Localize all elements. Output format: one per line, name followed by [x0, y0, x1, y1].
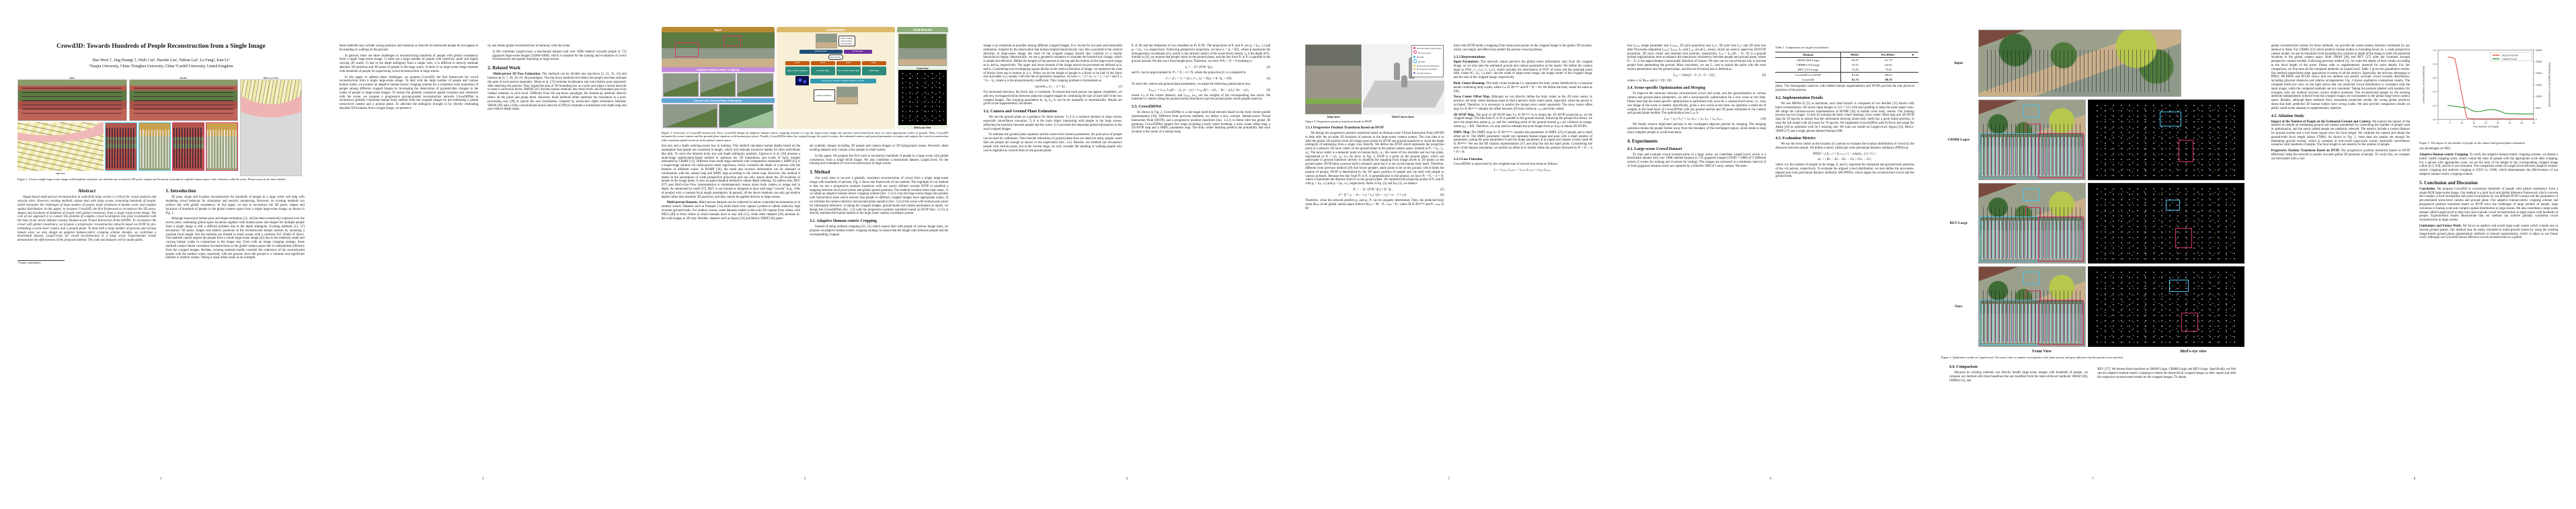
- figure-5-chart: [2419, 44, 2558, 140]
- body-center-heatmap-box: Body Center Heatmap: [785, 67, 810, 75]
- row-label-input: Input: [1954, 61, 1963, 65]
- equation-6: [1305, 194, 1444, 197]
- figure-2-input-panel: [662, 27, 775, 129]
- bold-leadin: Limitations and Future Work.: [2419, 225, 2462, 229]
- paragraph: For horizontal direction, the block size is consistent. To ensure that each person can appear completely, we add new overlapped blocks between adjacent cropped images by combining the size of each half of the two cropped images. The cropping parameters hₜ, hᵦ, bᵤ, bₗ can be set manually or automatically. Details are given in the supplementary document.: [983, 90, 1122, 106]
- method-heading: 3. Method: [810, 169, 830, 175]
- bold-leadin: Input Parameters.: [1453, 61, 1480, 65]
- figure-1-input-label: Input: [69, 77, 75, 79]
- svg-text:20000: 20000: [2536, 72, 2542, 75]
- right-column: [487, 44, 626, 114]
- figure-2-input-scene: [662, 32, 775, 67]
- bold-leadin: Impact of the Number of People on the Estimated Ground and Camera.: [2271, 120, 2372, 124]
- birdseye-image: [240, 79, 302, 176]
- page-6: [1610, 0, 1932, 509]
- svg-text:Ground Normal: Ground Normal: [2501, 54, 2518, 57]
- paragraph: and Pₛ can be approximated by P′ₛ = Pₐ + h × N, where the projection p̄′ₛ is computed by: [1131, 71, 1247, 75]
- right-column: [2097, 362, 2236, 385]
- figure-4: [1932, 30, 2254, 347]
- paragraph: where vᵢ ∈ M₍ₐₘ and G = [Nᵀ, D]ᵀ.: [1627, 79, 1673, 83]
- svg-text:0.4: 0.4: [2433, 90, 2436, 93]
- paragraph-text: The SMPL map Sₘ ∈ ℝ¹⁴⁵ˣᴴˣᵂ contains the parameters of SMPL [25] of people and a small offset set δt. The SMPL parametric model can represent human shape and pose with a small number of parameters, taking the pose parameters θ and the shape parameters β as inputs and outputs a body mesh M ∈ ℝ⁶⁸⁹⁰ˣ³. We use the 6D rotation representation [47] and drop the last ten hand joints. Considering the error of the dataset annotation, we predict an offset δt to further refine the position followed by Pₜ = Pᵥ + d × N + δt.: [1453, 130, 1592, 154]
- right-column: [1132, 44, 1270, 155]
- left-column: [983, 44, 1122, 155]
- human-mesh: [1394, 63, 1400, 80]
- crop-thumb: [737, 73, 773, 97]
- camera-ground-strip: Camera and Ground Plane Estimation: [662, 98, 775, 103]
- birdseye-label: Bird's-eye View: [263, 77, 279, 79]
- col-method: Method: [1775, 52, 1841, 58]
- equation-9: [1627, 74, 1766, 77]
- paragraph: loss Lₚₒₛₑ, shape parameter loss Lₛₕₐₚₑ, 2D joint projection loss Lⱼ₂ᴰ, 3D joint loss Lⱼ₃ᴰ and 3D joint loss after Procrustes alignment Lₚₐⱼ₃ᴰ. Lₕᵥᵢₚ, Lₜ₍ and Lᵣₒₒₜ are all L₂ losses, which are used to supervise 2D HVIP projection, 2D torso center and absolute root position, respectively. Lᵧₙ = L₍ₒₛ(Pₛ − Pₐ, N) is a ground normal regularization term to enhance the interaction consistency between people and ground plane, where Pₛ − Pₐ is the approximated craniocaudal direction of human. We also use an out-of-bound loss to prevent people from penetrating the ground. More concretely, we use L₁ loss to punish the point with the most serious penetration into the ground plane, and the out-of-bound loss is defined as: [1627, 44, 1766, 71]
- paragraph: We use HRNet-32 [5] as backbone, each head branch is composed of two ResNet [11] blocks with batch normalization. We resize input images to 512 × 512 with zero padding to keep the same aspect ratio. We adopt the collision-aware representation of ROMP [36] to handle close body centers. Our training process has two stages: 1) start by training the body center heatmap, torso center offset map and 2D HVIP map for 20 epochs to ensure that the subsequent learning about body mesh has a good initial position; 2) train the full model with all losses for 70 epochs. We implement Crowd3DNet with PyTorch and adopt the Adam [16] as optimizer with 5e-5 learning rate. We train our model on LargeCrowd, Agora [33], MuCo-3DHP [27] and a single person dataset Human3.6M.: [1775, 102, 1914, 133]
- human-mesh: [1401, 75, 1407, 87]
- svg-text:20: 20: [2485, 121, 2487, 124]
- bold-leadin: Torso Center Offset Map.: [1453, 95, 1491, 100]
- conclusion-heading: 5. Conclusion and Discussion: [2419, 180, 2478, 186]
- paragraph-text: Although we can directly define the body center as the 2D torso center, in practice, the body center heatmap tends to find a person's body center point, especially when the person is occluded. Therefore, it is necessary to predict the human torso center separately. The torso center offset map Tₘ ∈ ℝ²ˣᴴˣᵂ contains the offset between 2D torso center pₜ₋ₗₒ₍ₐₗ and body center.: [1453, 95, 1592, 111]
- equation-2: [1132, 66, 1270, 69]
- bold-leadin: Progressive Position Transform Based on HVIP.: [2271, 149, 2340, 153]
- crowd3dnet-header: Crowd3DNet: [777, 27, 895, 32]
- paragraph: ity and obtain global reconstructions in harmony with the scene.: [487, 44, 571, 48]
- svg-text:0.6: 0.6: [2433, 77, 2436, 80]
- table-row: BEV [37]-Large 74.81 75.81: [1775, 67, 1918, 73]
- page-1: [0, 0, 322, 509]
- equation-body: d = (f × yᵥ − (vₜ − cᵧ) × zᵥ) / ((vₜ − cᵧ) × zₙ − f × yₙ).: [1338, 194, 1407, 198]
- zoom-crop-photo-pink: [172, 122, 204, 171]
- svg-text:Cosine Distance of Ground Norm: Cosine Distance of Ground Normal: [2422, 66, 2425, 104]
- equation-4: [1132, 89, 1270, 92]
- col-clipped: P: [1912, 52, 1914, 56]
- figure-3-space-labels: [1305, 116, 1444, 118]
- table-row: CRMH [13]-Large 55.01 64.92: [1775, 63, 1918, 67]
- paragraph: To train and evaluate crowd reconstruction in a large scene, we contribute LargeCrowd, which is a benchmark dataset with over 100K labeled humans in 733 gigapixel images (19200 × 6480) of 9 different scenes (5 scenes for training and 4 scenes for testing). The images are extracted at a minimum interval of 3s from gigapixel streams which are captured by a ZoheTec JMC315 array camera. We anno-: [1627, 153, 1766, 168]
- cnn-encoder-box: CNN Encoder: [799, 50, 843, 54]
- paragraph: [2271, 120, 2410, 148]
- equation-number: (4): [1266, 88, 1271, 92]
- paragraph: [1454, 131, 1592, 155]
- final-results-header: Final Results: [897, 27, 949, 32]
- paragraph: To solve the camera and ground plane parameters, we adopt the following optimization loss:: [1131, 82, 1251, 86]
- affiliations: ¹Tianjin University, China ²Tsinghua University, China ³Cardiff University, United Kingdom: [89, 65, 233, 69]
- equation-10: [1627, 118, 1766, 121]
- svg-text:15000: 15000: [2536, 83, 2542, 87]
- front-view-label: Front View: [916, 67, 929, 70]
- page-number: 2: [481, 477, 484, 481]
- bold-leadin: 2D HVIP Map.: [1453, 113, 1475, 117]
- legend-item: 2D Torso Center: [1413, 50, 1442, 56]
- figure-2-input-header: Input: [662, 27, 775, 32]
- paragraph: We use the ground plane as a guidance for three reasons: 1) it is a common element in large scenes, especially surveillance scenarios; 2) it is the main object interacting with people in the large scenes, reflecting the harmony between people and the scene; 3) it provides the important global information to the local cropped images.: [983, 116, 1122, 131]
- page-number: 1: [160, 477, 162, 481]
- image-space-label: Image Space: [1327, 116, 1340, 118]
- page-3: [644, 0, 966, 509]
- svg-text:Camera Focal: Camera Focal: [2501, 57, 2517, 61]
- right-column: [810, 145, 948, 239]
- col-pappds: PA-PPDS↑: [1881, 52, 1896, 56]
- left-column: [1305, 44, 1444, 212]
- bev-birdseye: [2088, 183, 2245, 264]
- paragraph: Our work aims to recover a globally consistent reconstruction of crowd from a single large-scene image with hundreds of persons. Fig. 2 shows the framework of our method. The highlight of our method is that we use a progressive position transform with our newly defined concept HVIP to establish a mapping between local pixel points and global spatial positions. Our method contains three main steps: 1) we adopt an adaptive human-centric cropping scheme (Sec. 3.1) to crop the large-scene image into patches with hierarchical sizes which ensures that people in different cropped images have appropriate scales; 2) we estimate the camera intrinsics and ground plane equation (Sec. 3.2) of the scene with human pose priors for subsequent inference; 3) taking the cropped images, ground plane and camera parameters as inputs, we design the Crowd3DNet (Sec. 3.3) with the progressive position transform based on HVIP (Sec. 3.3.1) to directly estimate the human meshes in the large-scene camera coordinate system.: [810, 177, 949, 216]
- paragraph: In general, there are three challenges in reconstructing hundreds of people with global consistency from a single large-scene image: 1) there are a large number of people with relatively small and highly varying 2D scales; 2) due to the depth ambiguity from a single view, it is difficult to directly estimate absolute 3D positions and 3D poses of people in the large scene; 3) there is no large-scene image datasets with hundreds of people for supervising crowd reconstruction in large scenes.: [339, 54, 479, 73]
- paragraph: Crowd3DNet is supervised by the weighted sum of several loss terms as follows:: [1453, 163, 1559, 167]
- head-box: Head: [785, 61, 810, 65]
- hvip-map-box: 2D HVIP Map: [811, 67, 835, 75]
- paragraph: [487, 73, 626, 112]
- paragraph: 3D pose, shape and location reconstruction for hundreds of people in a large scene will help with modeling crowd behavior for simulation and security monitoring. However, no existing methods can achieve this with global consistency. In this paper, we aim to reconstruct the 3D poses, shapes and locations of hundreds of people in the global camera space from a single large-scene image, as shown in Fig. 1.: [165, 196, 305, 215]
- figure-1-birdseye: [240, 77, 302, 176]
- concatenate-pill: Concatenate: [828, 54, 843, 60]
- figure-4-bev-row: [1941, 183, 2245, 264]
- page-number: 8: [2413, 477, 2416, 481]
- zoom-crop-mesh-cyan: [139, 122, 171, 171]
- figure-3-photo: [1305, 44, 1362, 114]
- figure-3-caption: Figure 3. Progressive position transform based on HVIP.: [1305, 120, 1372, 123]
- section-3-3-3-heading: 3.3.3 Loss Function: [1453, 157, 1483, 161]
- paragraph: [2271, 149, 2410, 161]
- legend-patch-location: Patch Location: [841, 37, 853, 40]
- figure-4-crmh-row: [1941, 100, 2245, 180]
- section-4-4-heading: 4.4. Comparison: [1949, 365, 1978, 370]
- equation-body: dᵢₖ = | ‖Eₖ − Eᵢ‖ − ‖Gₖ − Gᵢ‖ | / ‖Gₖ − Gᵢ‖ ,: [1818, 157, 1872, 161]
- equation-number: (6): [1440, 194, 1444, 198]
- equation-7: [1454, 169, 1592, 172]
- paragraph: We design the progressive position transform based on Human-scene Virtual Interaction Point (HVIP) to help infer the accurate 3D locations of persons in the large-scene camera system. The core idea is to infer the global 3D position from 2D image pixel points by HVIP and ground transform to avoid the depth ambiguity of estimating from a single view directly. We define the HVIP which represents the projection point of a person's 3D torso center on the ground plane in the global camera space, marked as Pᵥ = (xᵥ, yᵥ, zᵥ). The torso center is a semantic point on human body, i.e., the center of two shoulder and two hip joints, represented as Pₜ = (xₜ, yₜ, zₜ). As show in Fig. 3, HVIP is a point on the ground plane, which can participate in ground transform directly to establish the mapping from image pixels to 3D points on the ground plane. HVIP binds a person body's semantic point but it is not on the human body itself. Therefore, different from previous method [39] that forces people's ankle joints to be on the ground, which limits the posture of people, HVIP is determined by the 3D space position of people and can deal with people in various postures. Because the line from Pₜ to Pᵥ is perpendicular to the ground, we have Pₜ = Pᵥ + d × N, where d represents the distance from Pₜ to the ground plane. We represent the projection points of Pᵥ and Pₜ with pᵥ = (uᵥ, vᵥ) and pₜ = (uₜ, vₜ), respectively. Refer to Eq. (2) and Eq. (3), we deduce: [1305, 131, 1444, 186]
- figure-4-input-row: [1941, 30, 2245, 97]
- bold-leadin: Multi-person Datasets.: [666, 201, 699, 205]
- ground-thumb: [719, 104, 773, 128]
- paragraph: [1454, 61, 1592, 80]
- equation-body: Lₚₐᵣₐₘ = λₐₙᵧₗₑ L₍ₛ(p′ₛ − pₐ, pₛ − pₐ) + λₘₒᵨ (‖p′ₛ − pₐ‖₂ − ‖pₛ − pₐ‖₂) / ‖pₛ − pₐ‖₂,: [1148, 88, 1250, 92]
- experiments-heading: 4. Experiments: [1627, 138, 1658, 144]
- svg-text:5: 5: [2449, 121, 2451, 124]
- global-camera-space-label: Global Camera Space: [1391, 116, 1415, 118]
- head-box: Head: [811, 61, 835, 65]
- figure-4-caption: Figure 4. Qualitative results on LargeCrowd. The same color or number corresponds to the same person, and gray indicates that the person is not matched.: [1941, 356, 2124, 359]
- legend-item: 3D Ground Normal Direction: [1413, 65, 1442, 69]
- page-7: [1932, 0, 2254, 509]
- paragraph: [2419, 153, 2558, 177]
- svg-text:40: 40: [2532, 121, 2535, 124]
- equation-1: [983, 85, 1122, 89]
- side-view-label: Side View: [55, 172, 66, 175]
- paragraph: [1454, 95, 1592, 111]
- right-column: [1454, 44, 1592, 212]
- left-column: [340, 44, 478, 114]
- equation-5: [1305, 188, 1444, 192]
- left-column: [1949, 362, 2088, 385]
- legend-item: 2D Projection Constraints: [1413, 68, 1442, 72]
- paragraph-text: The methods can be divided into top-down [2, 31, 35, 41] and bottom-up [4, 7, 20, 28, 29, 46] paradigms. The top-down methods first detect the people and then estimate the pose of each person separately. Moon et al. [31] estimate localization and root-relative pose separately after detecting the persons. They regard the area of 2D bounding box as a prior and adopt a neural network to learn a correction factor. HMOR [41] divides human relations into three levels and formulates pair-wise ordinal relations in each level. Different from the top-down paradigm, the bottom-up methods directly detect all the joints and group them. However, these methods either optimize the translation in a post-processing way [28] or ignore the root localization. Inspired by monocular depth estimation methods, SMAP [46] uses a fully convolutional neural network (CNN) to estimate a normalized root depth map and part relative-depth maps.: [487, 73, 627, 112]
- right-column: [2419, 44, 2558, 242]
- paragraph-text: We focus on outdoor real-world large-scale scenes which contain one or several ground planes. Our method may be easily extended to multi-ground scenes by using the existing image-based ground plane segmentation methods or manual segmentation, which is taken as our future work. Although our Crowd3D shows effective crowd reconstruction in a global: [2419, 225, 2559, 240]
- equation-3: [1132, 77, 1270, 81]
- svg-text:The Number of People: The Number of People: [2472, 125, 2499, 128]
- authors: Hao Wen¹,†, Jing Huang¹,†, Huili Cui¹, Haozhe Lin², YuKun Lai³, Lu Fang², Kun Li¹: [92, 58, 230, 63]
- front-view-label: Front View: [2032, 350, 2052, 354]
- svg-text:25: 25: [2496, 121, 2499, 124]
- related-work-heading: 2. Related Work: [487, 65, 520, 71]
- table-row: SMAP [46]-Large 60.07 61.79: [1775, 58, 1918, 63]
- paragraph: To improve the harmony between reconstructed crowd and scene, and the generalization to various camera and ground plane parameters, we add a scene-specific optimization for a new scene at test time. Please note that the scene-specific optimization is performed only once for a camera-fixed scene, i.e., only one image of the scene is needed. Specifically, given a new scene at test time, we optimize a small set of weights in the head layer of Crowd3DNet with the ground normal and 2D poses estimated in the camera and ground plane module. The optimization loss Lₒₚₜ is: [1627, 92, 1766, 116]
- paragraph: these methods may include wrong positions and rotations so that the reconstructed people do not appear to be standing or walking on the ground.: [339, 44, 479, 52]
- svg-text:0.8: 0.8: [2433, 63, 2436, 66]
- equation-body: z′ₛ × p̄′ₛ = z′ₛ × [u′ₛ, v′ₛ, 1]ᵀ = K(zₐ × K⁻¹p̄ₐ + hN).: [1165, 77, 1233, 81]
- results-image: [129, 79, 239, 121]
- row-label-bev: BEV-Large: [1949, 221, 1967, 225]
- equation-dik: [1775, 158, 1914, 161]
- paragraph: [2419, 188, 2558, 223]
- birdseye-thumb: [898, 70, 947, 125]
- head-box: Head: [862, 61, 886, 65]
- adaptive-cropping-strip: Adaptive Human-center Cropping: [662, 67, 775, 72]
- equation-number: (10): [1760, 118, 1766, 122]
- equation-body: zₐ = − D / (NᵀK⁻¹p̄ₐ),: [1185, 65, 1213, 69]
- figure-5-caption: Figure 5. The impact of the number of people on the camera and ground plane estimation.: [2419, 141, 2526, 145]
- section-3-4-heading: 3.4. Scene-specific Optimization and Merging: [1627, 86, 1706, 91]
- svg-text:30000: 30000: [2536, 48, 2542, 52]
- left-column: [1627, 44, 1766, 181]
- bold-leadin: Multi-person 3D Pose Estimation.: [493, 73, 541, 77]
- crop-thumb: [663, 73, 699, 97]
- abstract-column: [17, 185, 156, 266]
- paragraph: Therefore, when the network predicts pᵥ and pₜ, Pₜ can be uniquely determined. Then, the predicted body mesh M₍ₐₘ in the global camera space follows M₍ₐₘ = M − Pₜ₋ₛₘₚₗ + Pₜ, where M ∈ ℝ⁶⁸⁹⁰ˣ³ and Pₜ₋ₛₘₚₗ ∈ ℝ³: [1305, 199, 1444, 210]
- figure-3-legend: [1411, 45, 1444, 77]
- cropped-image-thumb: [816, 34, 837, 48]
- crop-thumb: [700, 73, 736, 97]
- section-3-1-heading: 3.1. Adaptive Human-centric Cropping: [810, 219, 877, 224]
- figure-2-legend: [838, 36, 855, 46]
- section-4-5-heading: 4.5. Ablation Study: [2271, 114, 2304, 118]
- mesh-result-thumb: [836, 87, 858, 104]
- paragraph: ous advantages on OKS.: [2419, 147, 2452, 151]
- table-header-row: [1775, 52, 1918, 58]
- equation-body: Lₒₚₜ = λⱼ₂ᴰ Lⱼ₂ᴰ + λᵧₘ Lᵧₘ + λᵧₙ Lᵧₙ + λₒᵤₜ Lₒᵤₜ .: [1664, 118, 1724, 122]
- paragraph: Because no existing methods can directly handle large-scene images with hundreds of people, we compare our method with three baselines that are modified from the state-of-the-art methods: SMAP [46], CRMH [13], and: [1949, 371, 2089, 383]
- paragraph: We finally remove duplicated persons in the overlapped adjacent patches by merging. The merging operation retains the people farther away from the boundary of the overlapped region, which tends to keep more complete people to avoid truncation.: [1627, 123, 1766, 134]
- figure-1-bottom-row: [17, 122, 238, 171]
- svg-text:30: 30: [2508, 121, 2511, 124]
- crmh-birdseye: [2088, 100, 2245, 180]
- paragraph: ate synthetic images including 3D people and camera images or 3D background scenes. However, these existing datasets only contain a few people in small scenes.: [810, 145, 949, 153]
- bold-leadin: Body Center Heatmap.: [1453, 82, 1486, 86]
- paragraph: In this paper, to address these challenges, we propose Crowd3D, the first framework for crowd reconstruction from a single large-scene image. To deal with the large number of people and various human scales, we propose an adaptive human-centric cropping scheme for a consistent scale proportion of people among different cropped images by leveraging the observation of pyramid-like changes in the scales of people in large-scene images. To ensure the globally consistent spatial locations and coherence with the scene, we propose a progressive ground-guided reconstruction network Crowd3DNet to reconstruct globally consistent human body meshes from the cropped images by pre-estimating a global scene-level camera and a ground plane. To alleviate the ambiguity brought in by directly estimating absolute 3D locations from a single image, we present a: [339, 75, 479, 110]
- figure-1-left: [17, 77, 238, 176]
- zoom-crop-mesh-pink: [206, 122, 238, 171]
- bold-leadin: SMPL Map.: [1453, 130, 1471, 134]
- page-2: [322, 0, 644, 509]
- figure-2-caption: Figure 2. Overview of Crowd3D framework. First, Crowd3D adopts an adaptive human-centric cropping scheme to crop the large-scene image into patches with hierarchical sizes for more appropriate scales of people. Then, Crowd3D estimates the scene-camera and the ground plane equation with human pose priors. Finally, Crowd3DNet takes the cropped image, the patch location, the estimated camera and ground parameters as inputs and outputs the crowd reconstruction with consistent spatial locations in the global camera space.: [661, 131, 949, 142]
- equation-number: (1): [1118, 85, 1122, 89]
- svg-text:35: 35: [2520, 121, 2523, 124]
- svg-text:0: 0: [2437, 121, 2439, 124]
- paragraph-text: The network cannot perceive the global scene information only from the cropped image, so we also take the estimated ground and camera parameters as the inputs. We define the camera input as (f/Wₛ, ĉₓ−cₓ/c, ĉᵧ−cᵧ/c), which includes the information of FOV of scene and the principal point shift, where Wₛ, (ĉₓ, ĉᵧ) and c are the width of large-scene image, the image center of the cropped image and the size of the cropped image, respectively.: [1453, 61, 1592, 80]
- paragraph-text: To verify the adaptive human-centric cropping scheme, we denote a metric called cropping score, which counts the ratio of people with the appropriate scale after cropping. For a person with appropriate scale, we set the ratio of his height to the corresponding cropped image within [0.3, 0.8], and he is not truncated. The comparison result on LargeCrowd between adaptive human-centric cropping and uniform cropping is 0.923 vs. 0.806, which demonstrates the effectiveness of our adaptive human-centric cropping scheme.: [2419, 153, 2559, 177]
- page-number: 3: [804, 477, 806, 481]
- front-view-thumb: [898, 34, 947, 66]
- paragraph: global reconstruction results for these methods, we provide the scene-camera intrinsics estimated by our method to them. For CRMH [13] which predicts human bodies in bounding boxes by a weak perspective camera model, we use its transform from bounding box position to depth of the image to infer the predicted locations in the global camera space. Both SMAP [46] and BEV [37] infer the locations through perspective camera models. Following previous method [1], we scale the depths of their results according to the focal length of the scene. Please refer to supplementary material for more details. For fair comparison, we fine-tune all the compared methods on LargeCrowd. Table 1 gives the quantitative results. Our method outperforms other approaches in terms of all the metrics. Especially, the obvious advantage in PPDS, PA-PPDS and PCOD shows that our method can predict accurate crowd location distribution, including physical distances and relative arrangements. Fig. 4 shows qualitative comparison results. The complete bird's-eye view on the right shows that our predicted crowd distribution is consistent with the input image, while the compared methods are not consistent. Taking the persons labeled with numbers for example, only our method recovers correct relative positions. The reconstructed people by the existing methods independently inferred from the cropped images are inconsistent in the global large-scene camera space. Besides, although these methods show reasonable projection results, the wrong global positions mean that their predicted 3D human bodies have wrong scales. We also provide comparison results on public small-scene datasets in supplementary material.: [2271, 44, 2410, 110]
- paragraph: Pₐ ∈ ℝ³ and the midpoints of two shoulders as Pₛ ∈ ℝ³. The projections of Pₐ and Pₛ are pₐ = (uₐ, vₐ) and pₛ = (uₛ, vₛ), respectively. Following perspective projection, we have zₐ × p̄ₐ = KPₐ, where p̄ represents the homogeneous coordinates of p, and K is the intrinsic matrix of the scene-level camera, zₐ is the depth of Pₐ. Similar to [9], we assume that people stand on the ground plane, and the line from Pₐ to Pₛ is parallel to the ground normal. We also set a fixed height prior. Therefore, we have NᵀPₐ + D = 0 resulting in: [1131, 44, 1271, 64]
- fc-encoder-box: FC Encoder: [844, 50, 872, 54]
- legend-item: 3D Torso Center (Final Output): [1413, 47, 1442, 51]
- side-view-image: [17, 122, 104, 171]
- equation-body: PPDS = ( Σₖ₌₁ⁿ⁻¹ Σᵢ₌ₖ₊₁ⁿ 1 − min(dᵢₖ, 1) ) / Cₙ² ,: [1813, 152, 1877, 156]
- abstract-text: Image-based multi-person reconstruction in wide-field large scenes is critical for crowd analysis and security alert. However, existing methods cannot deal with large scenes containing hundreds of people, which encounter the challenges of large number of people, large variations in human scale, and complex spatial distribution. In this paper, we propose Crowd3D, the first framework to reconstruct the 3D poses, shapes and locations of hundreds of people with global consistency from a single large-scene image. The core of our approach is to convert the problem of complex crowd localization into pixel localization with the help of our newly defined concept, Human-scene Virtual Interaction Point (HVIP). To reconstruct the crowd with global consistency, we propose a progressive reconstruction network based on HVIP by pre-estimating a scene-level camera and a ground plane. To deal with a large number of persons and various human sizes, we also design an adaptive human-centric cropping scheme. Besides, we contribute a benchmark dataset, LargeCrowd, for crowd reconstruction in a large scene. Experimental results demonstrate the effectiveness of the proposed method. The code and datasets will be made public.: [17, 196, 157, 243]
- equation-body: Pᵥ = − D / (NᵀK⁻¹p̄ᵥ) × K⁻¹p̄ᵥ,: [1353, 188, 1393, 192]
- input-scene-image: [1978, 30, 2181, 97]
- legend-camera-para: Camera Para.: [841, 40, 853, 42]
- figure-1: [0, 77, 322, 176]
- paragraph: where L₍ₛ is the cosine distance, and λₐₙᵧₗₑ, λₘₒᵨ are the weights of the corresponding loss terms. We translate 0.1 meters along the ground normal direction to get the ground plane where people stand on.: [1131, 93, 1271, 102]
- col-ppds: PPDS↑: [1850, 52, 1860, 56]
- page-number: 6: [1770, 477, 1772, 481]
- table-1: [1775, 52, 1918, 83]
- figure-1-results: [129, 77, 239, 121]
- paragraph: To estimate the ground plane equation and the scene-level camera parameters, the pose prior of people can be used for calibration. Note that the estimation of ground plane does not need too many people: more than ten people are enough as shown in the experiment (Sec. 4.5). Besides, our method can reconstruct people with various poses, but at the current stage, we only consider the standing or walking people who can be regarded as vertical lines on the ground plane.: [983, 133, 1122, 153]
- paragraph: As shown in Fig. 2, Crowd3DNet is a one-stage multi-head network based on the body-center-guided representation [36]. Different from previous methods, we define a new concept, Human-scene Virtual Interaction Point (HVIP), and a progressive position transform (Sec. 3.3.1) to better infer the global 3D positions. Crowd3DNet outputs four maps including a body center heatmap, a torso center offset map, a 2D HVIP map and a SMPL parameters map. The body center heatmap predicts the probability that each location is the center of a human body.: [1131, 111, 1271, 134]
- figure-2: [644, 27, 966, 129]
- paragraph: We use the torso center as the location of a person to evaluate the location distribution of crowd by the distances between people. We define a metric called pair-wise percentual distance similarity (PPDS) as: [1775, 143, 1914, 151]
- paper-title: Crowd3D: Towards Hundreds of People Reconstruction from a Single Image: [56, 43, 266, 50]
- heatmap-thumb: [795, 76, 809, 85]
- contribution-item: 3) We contribute LargeCrowd, a benchmark dataset with over 100K labeled crowded people in 733 gigapixel large-scene images (19200×6480), which is valuable for the training and evaluation of crowd reconstruction and spatial reasoning in large scenes.: [492, 50, 627, 62]
- legend-item: 3D HVIP: [1413, 56, 1442, 60]
- svg-text:5000: 5000: [2536, 106, 2541, 110]
- paragraph: where n is the number of people in the image, Eᵢ and Gᵢ represent the estimated and ground-truth positions of the i-th person, respectively. To evaluate the aligned crowd distribution, we also define the procrustes-aligned pair-wise percentual distance similarity (PA-PPDS), which aligns the reconstructed crowd and the ground truth.: [1775, 163, 1914, 179]
- figure-2-crowd3dnet-panel: [777, 27, 895, 129]
- page-5: [1288, 0, 1610, 509]
- paragraph-text: We explore the impact of the number of people on estimating ground and camera parameters by controlling the number of people used in optimization, and the newly added people are randomly selected. The metrics include a cosine distance for ground normal and a root mean square error for focal length. We calibrate the camera and obtain the ground-truth focal length (about 27000). As shown in Fig. 5, more than ten people are enough for estimating ground normal, which is common in real-world large-scale scenes, especially surveillance scenarios with hundreds of people. The focal length is not sensitive to the number of people.: [2271, 120, 2410, 147]
- paragraph: BEV [37]. We denote these baselines as SMAP-Large, CRMH-Large and BEV-Large. Specifically, we first use our adaptive human-centric cropping to obtain the hierarchical cropped images as their inputs and infer the respective reconstructed results on the cropped images. To obtain: [2097, 368, 2236, 379]
- section-3-3-1-heading: 3.3.1 Progressive Position Transform Based on HVIP: [1305, 126, 1384, 130]
- birdseye-thumb-label: Bird's-eye View: [914, 126, 931, 129]
- row-label-crmh: CRMH-Lagre: [1947, 137, 1970, 142]
- paragraph: form with HVIP builds a mapping from some pixel points on the cropped image to the global 3D location, which can simply and effectively predict the precise crowd positions.: [1453, 44, 1592, 52]
- equation-body: Lₜ = λ₍ₑₙₜₑᵣ L₍ₑₙₜₑᵣ + λₘₑₛₕ Lₘₑₛₕ + λₕᵥᵢₚ Lₕᵥᵢₚ ,: [1493, 168, 1552, 172]
- legend-item: 2D HVIP: [1413, 59, 1442, 65]
- footnote: † Equal contribution.: [17, 260, 42, 264]
- intro-column: [165, 185, 304, 266]
- legend-ground-plane: Ground Plane: [841, 42, 853, 45]
- svg-text:15: 15: [2472, 121, 2476, 124]
- equation-ppds: [1775, 153, 1914, 156]
- svg-text:10000: 10000: [2536, 95, 2542, 98]
- table-1-caption: Table 1. Comparison on LargeCrowd dataset.: [1775, 46, 1830, 49]
- paragraph: Although monocular human pose and shape estimation [15, 44] has been extensively explored over the recent years, estimating global space locations together with human poses and shapes for multiple people from a single image is still a difficult problem due to the depth ambiguity. Existing methods [13, 37] reconstruct 3D poses, shapes and relative positions of the reconstructed human meshes by assuming a constant focal length. But the methods are limited to small scenes with a common FoV (Field of View). The methods cannot regress the people from a whole large-scene image [42] due to the relatively small and varying human scales in comparison to the image size. Even with an image cropping strategy, these methods cannot obtain consistent reconstructions in the global camera space due to independent inference from the cropped images. Besides, existing methods hardly consider the coherence of the reconstructed people with the outdoor scene, especially with the ground, since the ground is a common and significant element in outdoor scenes. Taking a usual urban scene as an example,: [165, 217, 305, 260]
- left-column: [662, 145, 800, 239]
- legend-item: Ground Transform: [1413, 72, 1442, 76]
- paragraph: [1454, 82, 1592, 93]
- page-number: 4: [1126, 477, 1128, 481]
- svg-text:25000: 25000: [2536, 60, 2542, 63]
- svg-text:10: 10: [2460, 121, 2464, 124]
- page-8: [2254, 0, 2576, 509]
- paragraph: Instead of using uniform cropping [10, 22] which cannot deal with people of various image sizes, we propose an adaptive human-centric cropping strategy to ensure that the height ratio between people and the corresponding cropped: [810, 225, 949, 237]
- bold-leadin: Adaptive Human-centric Cropping.: [2419, 153, 2469, 157]
- section-4-3-heading: 4.3. Evaluation Metrics: [1775, 136, 1816, 141]
- paragraph: tion loss and a depth ordering-aware loss in training. This method calculates human depths based on the assumption that people are consistent in height, which will estimate excessive depths for short individuals like kids. To solve the inherent body size and depth ambiguity problem, Ugrinovic et al. [39] propose a multi-stage optimization-based method to optimize the 3D translations and scales of body meshes estimated by CRMH [13]. Different from multi-stage methods with computation redundancy, BMP [45] is a single-stage solution for multi-person mesh regression, which correlates the depth of a person with the features of different scales. In ROMP [36], the mesh and location information can be obtained in combination with the camera map and SMPL map according to the center map. However, this method is based on the assumption of weak perspective projection and can only reason about the 2D locations of people in the image plane. It uses an approximation method to obtain depth ordering. To address this, BEV [37] uses Bird's-Eye-View representation to simultaneously reason about body centers in image and in depth. As mentioned by itself [37], BEV is not trained or designed to deal with large “crowds” (e.g., 100s of people) with a constant focal length assumption. In general, all the above methods can only get relative depths rather than absolute 3D positions, and they cannot be applied directly to large scenes.: [661, 145, 800, 199]
- equation-number: (5): [1440, 188, 1444, 192]
- svg-text:Root Mean Square Error of Came: Root Mean Square Error of Camera Focal: [2548, 63, 2551, 107]
- figure-1-caption: Figure 1. Given a single large-scene image with hundreds of people, our method can reconstruct 3D poses, shapes and locations of people in a global camera space with coherency with the scene. Please zoom in for more details.: [17, 178, 286, 181]
- table-row: Crowd3D w/o HVIP 81.02 89.63: [1775, 73, 1918, 78]
- section-4-2-heading: 4.2. Implementation Details: [1775, 96, 1824, 100]
- paragraph: In this paper, We propose the first work to reconstruct hundreds of people in a large scene with global consistency from a single RGB image. We also contribute a benchmark dataset, LargeCrowd, for the training and evaluation of crowd reconstruction in large scenes.: [810, 154, 949, 166]
- zoom-crop-photo-cyan: [105, 122, 137, 171]
- equation-body: Lₒᵤₜ = |min({v̄ᵢ · G | v̄ᵢ · G < 0})| ,: [1673, 73, 1717, 77]
- head-box: Head: [836, 61, 861, 65]
- page-number: 5: [1448, 477, 1450, 481]
- introduction-heading: 1. Introduction: [165, 188, 196, 194]
- row-label-ours: Ours: [1954, 304, 1963, 309]
- paragraph-text: We propose Crowd3D to reconstruct hundreds of people with global consistency from a single RGB large-scene image. Our method is a joint local and global inference framework which converts the complex crowd localization into pixel localization by our defined HVIP concept and the parameters of pre-estimated scene-level camera and ground plane. Our adaptive human-centric cropping scheme and progressive position transform based on HVIP solve the challenges of large number of people, large variations in human scale and complex spatial distribution in large scenes. We also contribute a large-scene dataset called LargeCrowd to help train and evaluate crowd reconstruction in large scenes with hundreds of people. Experimental results demonstrate that our method can achieve globally consistent crowd reconstruction in large scenes.: [2419, 187, 2559, 223]
- table-row-crowd3d: Crowd3D 81.75 89.70: [1775, 77, 1918, 83]
- bev-front-view: [1978, 183, 2086, 264]
- svg-text:0: 0: [2536, 118, 2537, 121]
- figure-1-input: [17, 77, 127, 121]
- right-column: [1775, 44, 1914, 181]
- bold-leadin: Conclusion.: [2419, 187, 2436, 191]
- equation-number: (2): [1266, 65, 1271, 69]
- figure-4-view-labels: [1932, 350, 2254, 354]
- crmh-front-view: [1978, 100, 2086, 180]
- section-3-3-2-heading: 3.3.2 Representations: [1453, 54, 1485, 59]
- paragraph: [662, 201, 800, 221]
- section-3-2-heading: 3.2. Camera and Ground Plane Estimation: [983, 110, 1057, 114]
- ours-front-view: [1978, 266, 2086, 347]
- abstract-heading: Abstract: [78, 188, 96, 194]
- equation-number: (3): [1266, 77, 1271, 81]
- ours-birdseye: [2088, 266, 2245, 347]
- input-image: [17, 79, 127, 121]
- progressive-transform-box: Progressive Position Transform Based on HVIP: [810, 79, 876, 83]
- page-number: 7: [2091, 477, 2094, 481]
- birdseye-view-label: Bird's-eye view: [2180, 350, 2207, 354]
- svg-text:0.2: 0.2: [2433, 104, 2436, 108]
- paragraph-text: The goal of 2D HVIP map Vₘ ∈ ℝ¹ˣᴴˣᵂ is to obtain the 2D HVIP projection pᵥ on the cropped image. The line from Pᵥ to Pₜ is parallel to the ground normal, following the perspective theory we have the projection points pᵥ, pₜ and the vanishing point of the ground normal pᵥₚ are collinear on image, where pᵥₚ = KN. Therefore, we only need to estimate the pixel length from pₜ to pᵥ to obtain 2D HVIPs.: [1453, 113, 1592, 129]
- camera-thumb: [663, 104, 717, 128]
- torso-offset-map-box: Torso Center Offset Map: [836, 67, 861, 75]
- paragraph: [1454, 114, 1592, 129]
- figure-3: [1305, 44, 1444, 114]
- smpl-map-box: SMPL Map: [862, 67, 886, 75]
- svg-text:1.0: 1.0: [2433, 48, 2436, 52]
- figure-1-results-label: Results: [180, 77, 188, 79]
- global-translation-box: Global Translation: [814, 89, 835, 102]
- section-3-3-heading: 3.3. Crowd3DNet: [1131, 105, 1162, 110]
- page-4: [966, 0, 1288, 509]
- paragraph-text: Multi-person datasets can be collected in indoor controlled environments or in outdoor scenes. Datasets such as Panoptic [14] build multi-view capture systems to obtain relatively high accurate ground-truths. For outdoor scenes, some datasets enable in-the-wild 3D capture from videos with IMUs [40] or from videos in which humans have to stay still [21], while other datasets [26] annotate in-the-wild images in 2D only. Besides, datasets such as Agora [33] and MuCo-3DHP [30] gener-: [661, 201, 800, 221]
- figure-4-ours-row: [1941, 266, 2245, 347]
- paragraph: image is as consistent as possible among different cropped images. It is crucial for accurate and reasonable estimation. Inspired by the observation that human heights hierarchically vary like a pyramid in the vertical direction of large-scene image, the sizes of the cropped images should also conform to a similar hierarchical change. Heuristically, we use a geometric sequence to simulate the hierarchical change, which is simple but effective. Define the heights of the persons at the top and the bottom of the large-scene image as hₜ and hᵦ, respectively. The upper and lower bounds of the image area to be processed are defined as bᵤ and bₗ. Considering non-overlapping square blocks in the vertical direction of image, we represent the sizes of blocks from top to bottom as {cᵢ}. When we set the height of people in a block to be half of the block size and make {cᵢ} comply with the rule of geometric sequence, we have c₁ = 2 × hₜ, cₙ = c₁ × qⁿ⁻¹ and Σ cᵢ = bₗ − bᵤ, where q is the proportionality coefficient. This cropping problem is formulated as:: [983, 44, 1122, 83]
- equation-number: (9): [1762, 73, 1766, 77]
- left-column: [2271, 44, 2410, 242]
- figure-2-final-results-panel: [897, 27, 949, 129]
- paragraph-text: The body center heatmap Cₘ represents the body center likelihood by a Gaussian kernel combining body scales, where Cₘ ∈ ℝ¹ˣᴴˣᵂ and H = W = 64. We define the body center the same as [36].: [1453, 82, 1592, 93]
- paragraph: [2419, 225, 2558, 240]
- paragraph: plane. The homography matrices with labeled human segmentations and HVIPs provide the true physical positions of the persons.: [1775, 85, 1914, 93]
- paragraph-text: Our progressive position transform based on HVIP effectively helps the network to predict accurate global 3D positions of people. To verify this, we compare our full model with a vari-: [2271, 149, 2410, 161]
- section-4-1-heading: 4.1. Large-scene Crowd Dataset: [1627, 147, 1682, 151]
- svg-text:0.0: 0.0: [2433, 118, 2436, 121]
- equation-body: arg minₙ,ₒ |cₙ − 2 × hᵦ| .: [1035, 85, 1067, 89]
